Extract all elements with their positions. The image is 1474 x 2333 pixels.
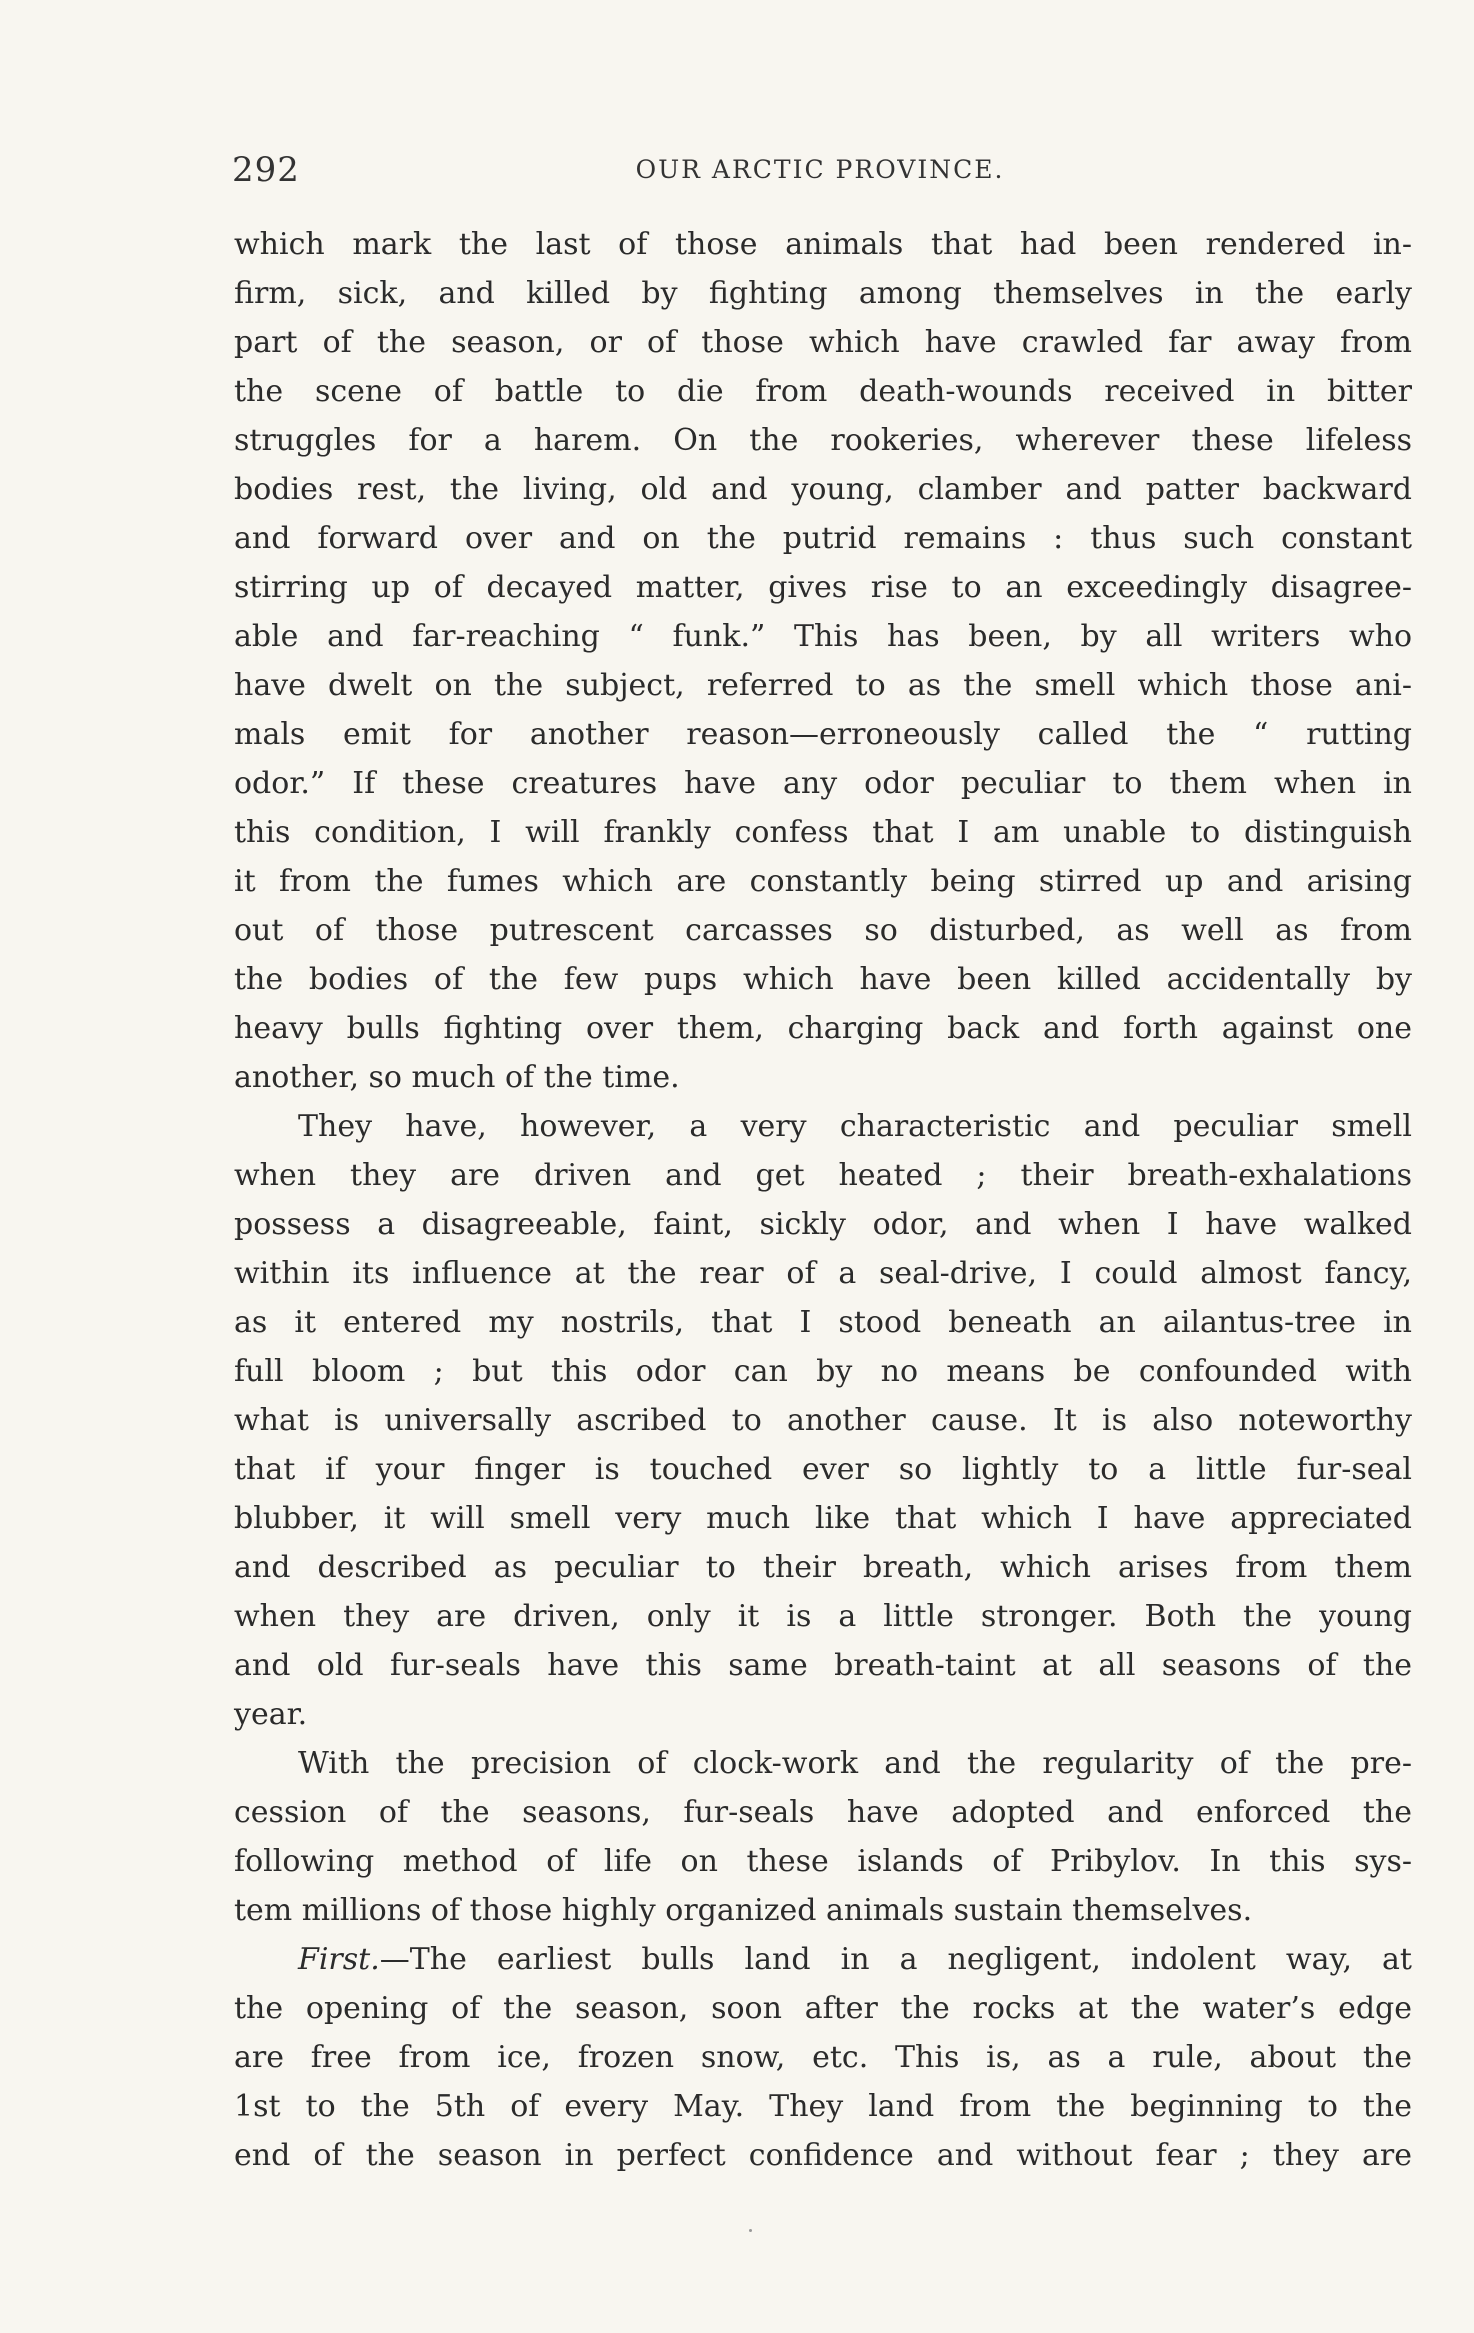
text-line: which mark the last of those animals that had been rendered in- [234,227,1412,262]
print-speck [749,2229,752,2232]
text-line: as it entered my nostrils, that I stood beneath an ailantus-tree in [234,1305,1412,1340]
text-line: 1st to the 5th of every May. They land from the beginning to the [234,2089,1412,2124]
text-line: when they are driven and get heated ; their breath-exhalations [234,1158,1412,1193]
text-line: firm, sick, and killed by fighting among themselves in the early [234,276,1412,311]
text-line: odor.” If these creatures have any odor peculiar to them when in [234,766,1412,801]
text-line: year. [234,1697,308,1732]
text-line: when they are driven, only it is a little stronger. Both the young [234,1599,1412,1634]
text-line: and forward over and on the putrid remains : thus such constant [234,521,1412,556]
text-line-rest: —The earliest bulls land in a negligent, indolent way, at [379,1942,1412,1977]
text-line: bodies rest, the living, old and young, clamber and patter backward [234,472,1412,507]
italic-lead: First. [298,1942,380,1977]
text-line: have dwelt on the subject, referred to as the smell which those ani- [234,668,1412,703]
text-line: possess a disagreeable, faint, sickly odor, and when I have walked [234,1207,1412,1242]
text-line: blubber, it will smell very much like that which I have appreciated [234,1501,1412,1536]
text-line: cession of the seasons, fur-seals have adopted and enforced the [234,1795,1412,1830]
text-line: able and far-reaching “ funk.” This has been, by all writers who [234,619,1412,654]
text-line: part of the season, or of those which have crawled far away from [234,325,1412,360]
text-line: end of the season in perfect confidence and without fear ; they are [234,2138,1412,2173]
text-line: and described as peculiar to their breath, which arises from them [234,1550,1412,1585]
text-line: the scene of battle to die from death-wounds received in bitter [234,374,1412,409]
text-line: following method of life on these islands of Pribylov. In this sys- [234,1844,1412,1879]
text-line [234,1935,1412,1984]
text-line: struggles for a harem. On the rookeries, wherever these lifeless [234,423,1412,458]
text-line: and old fur-seals have this same breath-taint at all seasons of the [234,1648,1412,1683]
text-line: stirring up of decayed matter, gives rise to an exceedingly disagree- [234,570,1412,605]
text-line: what is universally ascribed to another cause. It is also noteworthy [234,1403,1412,1438]
page-header [232,150,1408,196]
text-line: tem millions of those highly organized animals sustain themselves. [234,1893,1253,1928]
text-line: With the precision of clock-work and the regularity of the pre- [298,1746,1412,1781]
text-line: this condition, I will frankly confess that I am unable to distinguish [234,815,1412,850]
running-head: OUR ARCTIC PROVINCE. [635,155,1005,184]
text-line: out of those putrescent carcasses so disturbed, as well as from [234,913,1412,948]
text-line: They have, however, a very characteristic and peculiar smell [298,1109,1412,1144]
text-line: mals emit for another reason—erroneously called the “ rutting [234,717,1412,752]
text-line: full bloom ; but this odor can by no means be confounded with [234,1354,1412,1389]
text-line: the bodies of the few pups which have been killed accidentally by [234,962,1412,997]
text-line: heavy bulls fighting over them, charging back and forth against one [234,1011,1412,1046]
body-text [234,220,1412,2180]
page-number: 292 [232,150,300,190]
text-line: are free from ice, frozen snow, etc. This is, as a rule, about the [234,2040,1412,2075]
text-line: that if your finger is touched ever so lightly to a little fur-seal [234,1452,1412,1487]
text-line: it from the fumes which are constantly being stirred up and arising [234,864,1412,899]
text-line: within its influence at the rear of a seal-drive, I could almost fancy, [234,1256,1412,1291]
text-line: another, so much of the time. [234,1060,680,1095]
text-line: the opening of the season, soon after the rocks at the water’s edge [234,1991,1412,2026]
